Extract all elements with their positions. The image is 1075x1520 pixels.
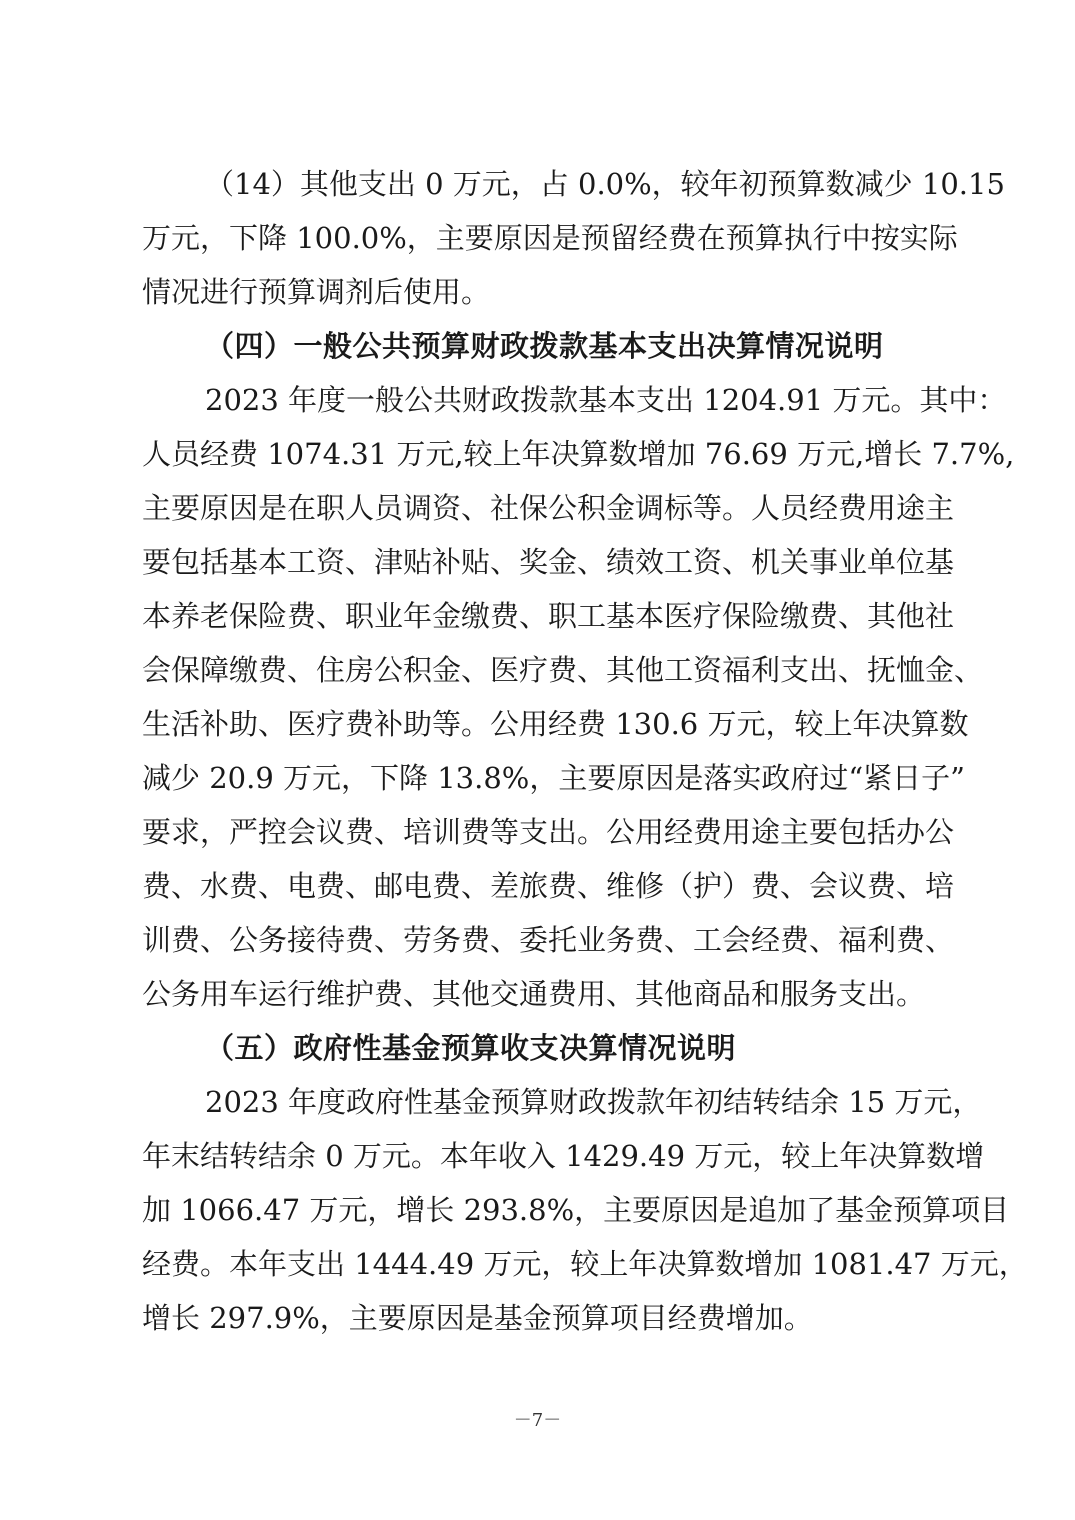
paragraph-basic-expense-line-6: 会保障缴费、住房公积金、医疗费、其他工资福利支出、抚恤金、 — [142, 653, 984, 687]
paragraph-basic-expense-line-11: 训费、公务接待费、劳务费、委托业务费、工会经费、福利费、 — [142, 923, 955, 957]
paragraph-14-line-3: 情况进行预算调剂后使用。 — [142, 275, 491, 309]
paragraph-14-line-2: 万元，下降 100.0%，主要原因是预留经费在预算执行中按实际 — [142, 221, 958, 255]
page-number: －7－ — [513, 1410, 562, 1431]
paragraph-fund-line-2: 年末结转结余 0 万元。本年收入 1429.49 万元，较上年决算数增 — [142, 1139, 985, 1173]
paragraph-basic-expense-line-5: 本养老保险费、职业年金缴费、职工基本医疗保险缴费、其他社 — [142, 599, 955, 633]
section-heading-5: （五）政府性基金预算收支决算情况说明 — [205, 1031, 737, 1065]
paragraph-basic-expense-line-2: 人员经费 1074.31 万元,较上年决算数增加 76.69 万元,增长 7.7%, — [142, 437, 1015, 471]
paragraph-basic-expense-line-7: 生活补助、医疗费补助等。公用经费 130.6 万元，较上年决算数 — [142, 707, 969, 741]
paragraph-fund-line-3: 加 1066.47 万元，增长 293.8%，主要原因是追加了基金预算项目 — [142, 1193, 1010, 1227]
paragraph-basic-expense-line-12: 公务用车运行维护费、其他交通费用、其他商品和服务支出。 — [142, 977, 926, 1011]
section-heading-4: （四）一般公共预算财政拨款基本支出决算情况说明 — [205, 329, 884, 363]
paragraph-basic-expense-line-1: 2023 年度一般公共财政拨款基本支出 1204.91 万元。其中： — [205, 383, 1007, 417]
paragraph-basic-expense-line-3: 主要原因是在职人员调资、社保公积金调标等。人员经费用途主 — [142, 491, 955, 525]
paragraph-fund-line-1: 2023 年度政府性基金预算财政拨款年初结转结余 15 万元， — [205, 1085, 982, 1119]
paragraph-basic-expense-line-10: 费、水费、电费、邮电费、差旅费、维修（护）费、会议费、培 — [142, 869, 955, 903]
paragraph-fund-line-5: 增长 297.9%，主要原因是基金预算项目经费增加。 — [142, 1301, 813, 1335]
paragraph-basic-expense-line-4: 要包括基本工资、津贴补贴、奖金、绩效工资、机关事业单位基 — [142, 545, 955, 579]
paragraph-basic-expense-line-9: 要求，严控会议费、培训费等支出。公用经费用途主要包括办公 — [142, 815, 955, 849]
paragraph-basic-expense-line-8: 减少 20.9 万元，下降 13.8%，主要原因是落实政府过“紧日子” — [142, 761, 966, 795]
paragraph-14-line-1: （14）其他支出 0 万元，占 0.0%，较年初预算数减少 10.15 — [205, 167, 1005, 201]
paragraph-fund-line-4: 经费。本年支出 1444.49 万元，较上年决算数增加 1081.47 万元， — [142, 1247, 1028, 1281]
